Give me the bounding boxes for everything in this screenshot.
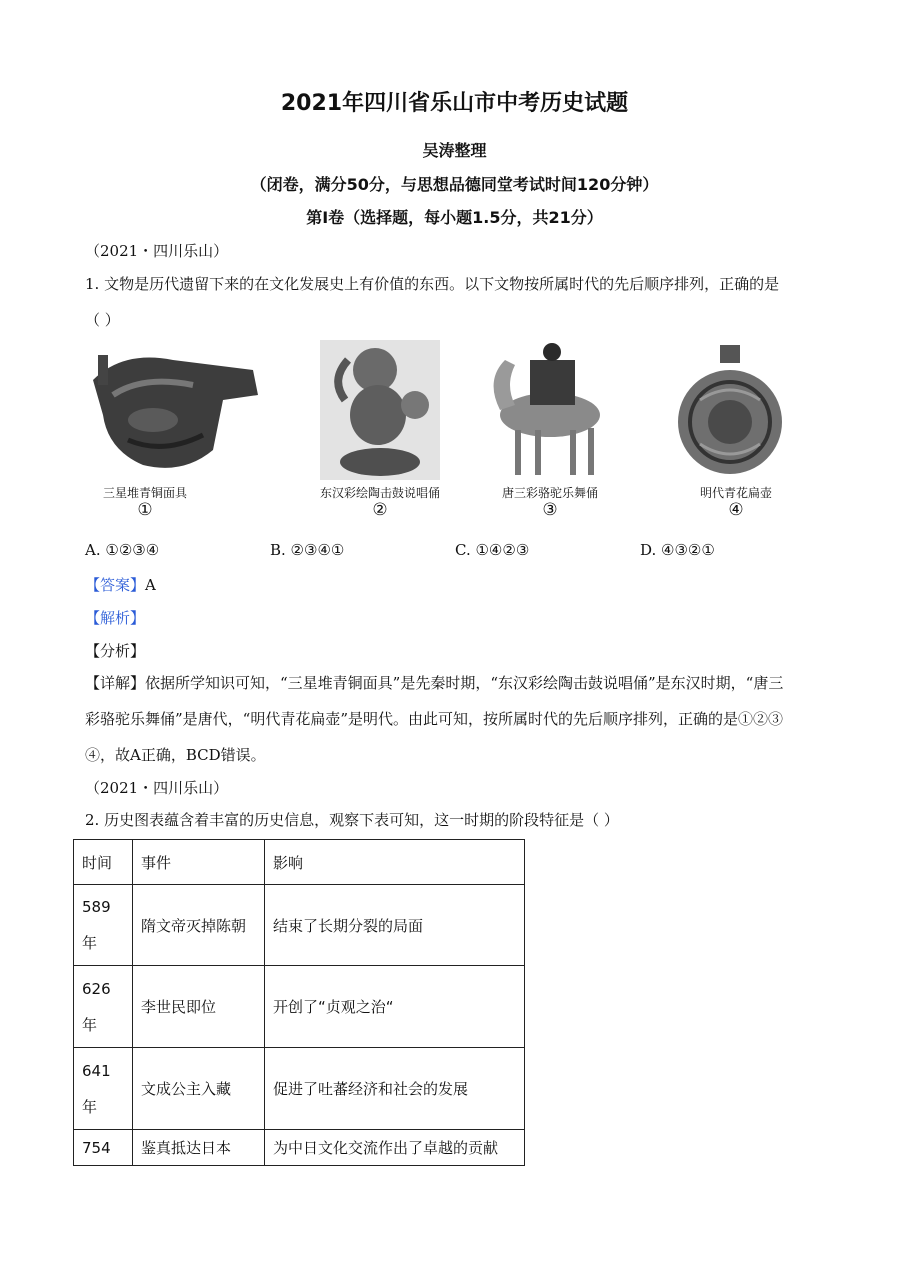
table-cell-impact: 结束了长期分裂的局面 bbox=[265, 885, 525, 966]
figure-number: ③ bbox=[542, 500, 558, 520]
table-cell-year: 754 bbox=[74, 1130, 133, 1166]
table-cell-event: 鉴真抵达日本 bbox=[133, 1130, 265, 1166]
figure-number: ④ bbox=[728, 500, 744, 520]
option-d: D. ④③②① bbox=[640, 541, 715, 559]
figure-caption: 唐三彩骆驼乐舞俑 bbox=[501, 486, 598, 500]
figure-caption: 明代青花扁壶 bbox=[699, 486, 772, 500]
table-header: 影响 bbox=[265, 840, 525, 885]
drummer-figurine-image bbox=[290, 340, 470, 480]
detail-line: 彩骆驼乐舞俑”是唐代，“明代青花扁壶”是明代。由此可知，按所属时代的先后顺序排列，正确的是①②③ bbox=[85, 710, 784, 728]
detail-line: 【详解】依据所学知识可知，“三星堆青铜面具”是先秦时期，“东汉彩绘陶击鼓说唱俑”是东汉时期，“唐三 bbox=[85, 674, 784, 692]
table-cell-year: 641 年 bbox=[74, 1048, 133, 1130]
figure-caption: 三星堆青铜面具 bbox=[102, 486, 187, 500]
table-row bbox=[74, 966, 525, 1048]
table-header-row bbox=[74, 840, 525, 885]
option-c: C. ①④②③ bbox=[455, 541, 530, 559]
q1-stem: 1. 文物是历代遗留下来的在文化发展史上有价值的东西。以下文物按所属时代的先后顺序排列，正确的是 bbox=[85, 275, 780, 293]
blue-white-flask-image bbox=[640, 340, 820, 480]
fenxi-label: 【分析】 bbox=[85, 642, 146, 660]
figure-caption: 东汉彩绘陶击鼓说唱俑 bbox=[319, 486, 440, 500]
table-cell-year: 626 年 bbox=[74, 966, 133, 1048]
table-cell-event: 文成公主入藏 bbox=[133, 1048, 265, 1130]
table-cell-event: 隋文帝灭掉陈朝 bbox=[133, 885, 265, 966]
answer-line bbox=[85, 574, 156, 595]
q1-source: （2021・四川乐山） bbox=[85, 242, 229, 260]
option-a: A. ①②③④ bbox=[85, 541, 160, 559]
table-cell-impact: 促进了吐蕃经济和社会的发展 bbox=[265, 1048, 525, 1130]
q2-source: （2021・四川乐山） bbox=[85, 779, 229, 797]
option-b: B. ②③④① bbox=[270, 541, 345, 559]
answer-value: A bbox=[145, 576, 156, 594]
history-table bbox=[73, 839, 525, 1166]
table-header: 事件 bbox=[133, 840, 265, 885]
bronze-mask-image bbox=[83, 340, 263, 480]
figure-number: ① bbox=[137, 500, 153, 520]
table-header: 时间 bbox=[74, 840, 133, 885]
exam-info: （闭卷，满分50分，与思想品德同堂考试时间120分钟） bbox=[250, 175, 659, 194]
table-cell-year: 589 年 bbox=[74, 885, 133, 966]
figure-number: ② bbox=[372, 500, 388, 520]
table-cell-event: 李世民即位 bbox=[133, 966, 265, 1048]
detail-line: ④，故A正确，BCD错误。 bbox=[85, 746, 266, 764]
q1-blank: （ ） bbox=[85, 311, 120, 329]
compiler-credit: 吴涛整理 bbox=[422, 141, 487, 160]
table-row bbox=[74, 1130, 525, 1166]
table-cell-impact: 开创了“贞观之治“ bbox=[265, 966, 525, 1048]
table-cell-impact: 为中日文化交流作出了卓越的贡献 bbox=[265, 1130, 525, 1166]
section-heading: 第I卷（选择题，每小题1.5分，共21分） bbox=[306, 208, 603, 227]
page-title: 2021年四川省乐山市中考历史试题 bbox=[280, 91, 629, 116]
table-row bbox=[74, 1048, 525, 1130]
q2-stem: 2. 历史图表蕴含着丰富的历史信息，观察下表可知，这一时期的阶段特征是（ ） bbox=[85, 811, 619, 829]
analysis-label: 【解析】 bbox=[85, 609, 146, 627]
answer-label: 【答案】 bbox=[85, 576, 146, 594]
tang-camel-image bbox=[460, 340, 640, 480]
table-row bbox=[74, 885, 525, 966]
